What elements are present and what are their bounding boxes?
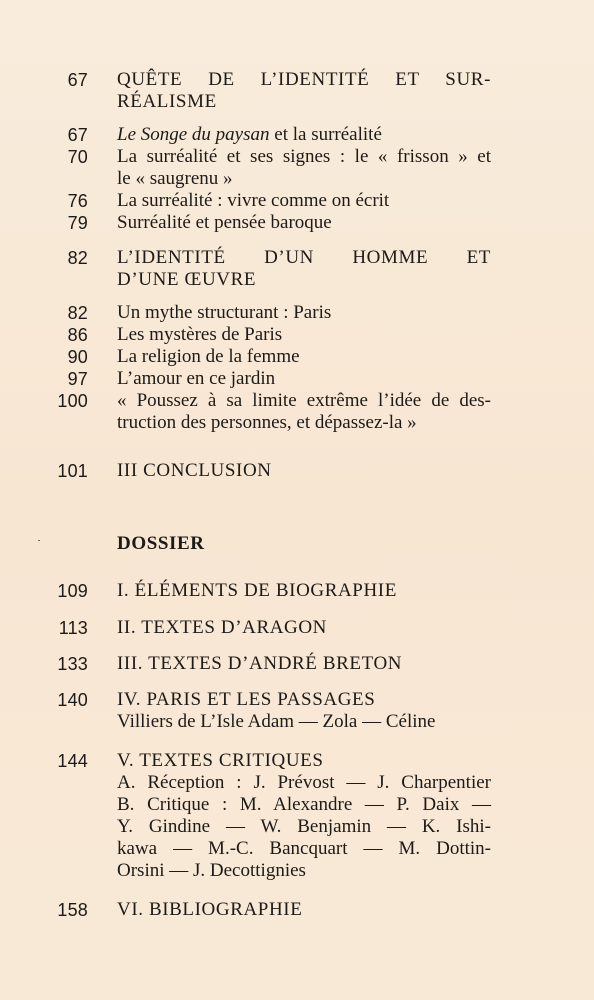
page-number: 101 bbox=[57, 461, 88, 481]
section-title-line: D’UNE ŒUVRE bbox=[117, 269, 257, 290]
dossier-subline: B. Critique : M. Alexandre — P. Daix — bbox=[117, 794, 491, 815]
entry-title: Les mystères de Paris bbox=[117, 324, 283, 345]
entry-title-line: le « saugrenu » bbox=[117, 168, 233, 189]
dossier-title-block bbox=[117, 750, 491, 882]
dossier-title: IV. PARIS ET LES PASSAGES bbox=[117, 689, 376, 710]
entry-title bbox=[117, 390, 491, 434]
entry-title: La religion de la femme bbox=[117, 346, 300, 367]
page-number: 67 bbox=[67, 125, 88, 145]
page-number: 158 bbox=[57, 900, 88, 920]
page-number: 82 bbox=[67, 303, 88, 323]
page-number: 67 bbox=[67, 70, 88, 90]
page-number: 82 bbox=[67, 248, 88, 268]
section-title-line: QUÊTE DE L’IDENTITÉ ET SUR- bbox=[117, 69, 491, 90]
dossier-subline: A. Réception : J. Prévost — J. Charpentier bbox=[117, 772, 491, 793]
page-number: 109 bbox=[57, 581, 88, 601]
entry-title bbox=[117, 146, 491, 190]
entry-title-line: « Poussez à sa limite extrême l’idée de des- bbox=[117, 390, 491, 411]
entry-title-rest: et la surréalité bbox=[269, 124, 382, 145]
section-title bbox=[117, 69, 491, 113]
page-number: 76 bbox=[67, 191, 88, 211]
dossier-title: V. TEXTES CRITIQUES bbox=[117, 750, 324, 771]
entry-title bbox=[117, 124, 491, 146]
section-title: III CONCLUSION bbox=[117, 460, 272, 481]
entry-title-italic: Le Songe du paysan bbox=[117, 124, 270, 145]
entry-title: Un mythe structurant : Paris bbox=[117, 302, 332, 323]
section-title-line: RÉALISME bbox=[117, 91, 217, 112]
dossier-subline: Villiers de L’Isle Adam — Zola — Céline bbox=[117, 711, 436, 732]
dossier-title: I. ÉLÉMENTS DE BIOGRAPHIE bbox=[117, 580, 397, 601]
dossier-subline: Y. Gindine — W. Benjamin — K. Ishi- bbox=[117, 816, 491, 837]
page-number: 86 bbox=[67, 325, 88, 345]
dossier-title-block bbox=[117, 689, 491, 733]
entry-title: La surréalité : vivre comme on écrit bbox=[117, 190, 390, 211]
paper-speck bbox=[38, 540, 40, 541]
dossier-heading: DOSSIER bbox=[117, 533, 205, 554]
page-number: 90 bbox=[67, 347, 88, 367]
page-number: 133 bbox=[57, 654, 88, 674]
dossier-title: II. TEXTES D’ARAGON bbox=[117, 617, 327, 638]
dossier-title: VI. BIBLIOGRAPHIE bbox=[117, 899, 303, 920]
dossier-subline: Orsini — J. Decottignies bbox=[117, 860, 306, 881]
section-title bbox=[117, 247, 491, 291]
page-number: 97 bbox=[67, 369, 88, 389]
page-number: 144 bbox=[57, 751, 88, 771]
dossier-subline: kawa — M.-C. Bancquart — M. Dottin- bbox=[117, 838, 491, 859]
dossier-title: III. TEXTES D’ANDRÉ BRETON bbox=[117, 653, 403, 674]
page-number: 113 bbox=[58, 618, 88, 638]
page-number: 70 bbox=[67, 147, 88, 167]
entry-title-line: La surréalité et ses signes : le « frisson » et bbox=[117, 146, 491, 167]
entry-title: Surréalité et pensée baroque bbox=[117, 212, 332, 233]
page-number: 140 bbox=[57, 690, 88, 710]
entry-title: L’amour en ce jardin bbox=[117, 368, 276, 389]
page-number: 100 bbox=[57, 391, 88, 411]
entry-title-line: truction des personnes, et dépassez-la » bbox=[117, 412, 417, 433]
page-number: 79 bbox=[67, 213, 88, 233]
section-title-line: L’IDENTITÉ D’UN HOMME ET bbox=[117, 247, 491, 268]
